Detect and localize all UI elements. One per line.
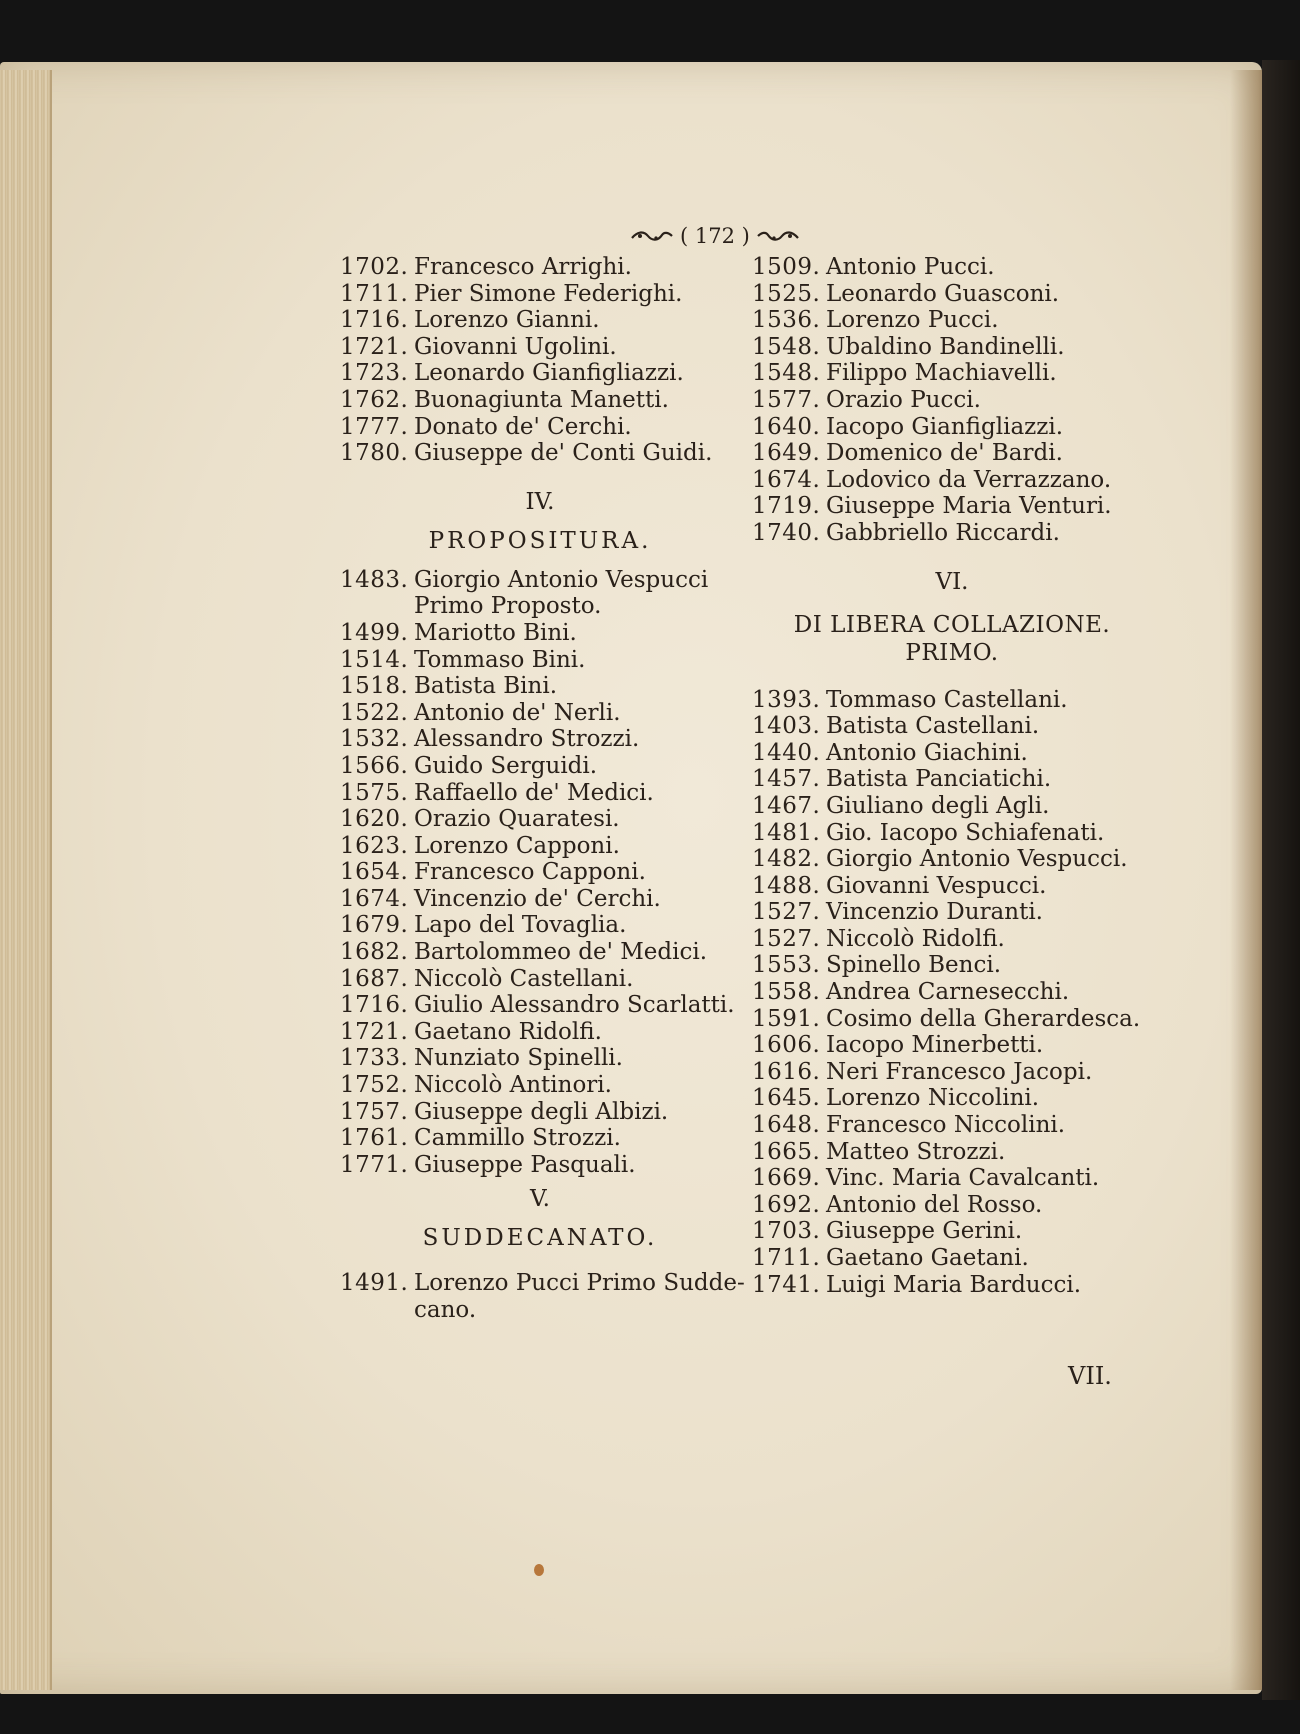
entry-year: 1654. [340, 859, 409, 886]
entry-name: Giuseppe degli Albizi. [414, 1098, 669, 1125]
entry-year: 1711. [340, 280, 409, 307]
entry-name: Pier Simone Federighi. [414, 280, 683, 307]
list-item [752, 687, 1152, 714]
entry-year: 1536. [752, 307, 821, 334]
entry-year: 1703. [752, 1218, 821, 1245]
list-item [340, 334, 740, 361]
list-item [752, 440, 1152, 467]
entry-year: 1522. [340, 699, 409, 726]
entry-name: Giorgio Antonio Vespucci [414, 566, 709, 593]
list-item [752, 281, 1152, 308]
entry-year: 1721. [340, 1018, 409, 1045]
list-item [340, 1125, 740, 1152]
left-top-list [340, 254, 740, 467]
section-subtitle: PRIMO. [905, 639, 999, 666]
list-item [340, 939, 740, 966]
left-ornament-icon [630, 229, 674, 243]
entry-name: Antonio de' Nerli. [414, 699, 621, 726]
entry-name: Buonagiunta Manetti. [414, 386, 669, 413]
entry-name: Vincenzio Duranti. [826, 899, 1043, 926]
entry-year: 1606. [752, 1032, 821, 1059]
entry-name: Mariotto Bini. [414, 619, 577, 646]
entry-name: Cammillo Strozzi. [414, 1125, 621, 1152]
entry-year: 1558. [752, 979, 821, 1006]
list-item [752, 793, 1152, 820]
entry-name: Gaetano Gaetani. [826, 1245, 1029, 1271]
entry-year: 1648. [752, 1112, 821, 1139]
entry-name: Leonardo Guasconi. [826, 280, 1060, 307]
entry-year: 1483. [340, 566, 409, 593]
section-title: SUDDECANATO. [422, 1225, 658, 1252]
list-item [752, 493, 1152, 520]
entry-year: 1665. [752, 1138, 821, 1165]
list-item [340, 387, 740, 414]
entry-name: Niccolò Antinori. [414, 1072, 612, 1099]
entry-year: 1780. [340, 440, 409, 467]
entry-name: Alessandro Strozzi. [414, 726, 640, 753]
entry-year: 1716. [340, 307, 409, 334]
entry-year: 1757. [340, 1098, 409, 1125]
list-item [340, 254, 740, 281]
entry-name: Lorenzo Gianni. [414, 307, 600, 334]
entry-year: 1467. [752, 792, 821, 819]
entry-year: 1527. [752, 925, 821, 952]
right-ornament-icon [756, 229, 800, 243]
list-item [340, 1072, 740, 1099]
list-item [752, 307, 1152, 334]
list-item [752, 873, 1152, 900]
section-title: DI LIBERA COLLAZIONE. [793, 611, 1111, 638]
entry-year: 1532. [340, 726, 409, 753]
entry-name: Francesco Niccolini. [826, 1112, 1066, 1139]
entry-name: Niccolò Castellani. [414, 965, 634, 992]
entry-year: 1741. [752, 1271, 821, 1298]
list-item [340, 1019, 740, 1046]
book-spine [1262, 60, 1300, 1700]
left-column [340, 254, 745, 1324]
entry-year: 1457. [752, 766, 821, 793]
entry-name: Batista Castellani. [826, 713, 1040, 740]
entry-year: 1518. [340, 673, 409, 700]
entry-name: Giuseppe Pasquali. [414, 1151, 636, 1178]
entry-name: Antonio Giachini. [826, 739, 1028, 766]
list-item [752, 467, 1152, 494]
list-item [340, 307, 740, 334]
list-item [752, 254, 1152, 281]
entry-year: 1403. [752, 713, 821, 740]
libera-collazione-list [752, 687, 1152, 1299]
section-number: V. [530, 1186, 550, 1213]
entry-year: 1488. [752, 872, 821, 899]
entry-year: 1499. [340, 619, 409, 646]
right-column [752, 254, 1152, 1298]
entry-year: 1514. [340, 646, 409, 673]
entry-name: Luigi Maria Barducci. [826, 1271, 1082, 1298]
entry-name: Vinc. Maria Cavalcanti. [826, 1165, 1100, 1192]
entry-year: 1687. [340, 965, 409, 992]
entry-name: Ubaldino Bandinelli. [826, 333, 1065, 360]
list-item [752, 766, 1152, 793]
page-number: ( 172 ) [680, 224, 750, 248]
entry-year: 1719. [752, 493, 821, 520]
entry-name: Lapo del Tovaglia. [414, 912, 627, 939]
entry-name: Tommaso Castellani. [826, 686, 1068, 713]
list-item [752, 1112, 1152, 1139]
entry-year: 1640. [752, 413, 821, 440]
entry-year: 1721. [340, 333, 409, 360]
entry-year: 1771. [340, 1151, 409, 1178]
entry-year: 1669. [752, 1165, 821, 1192]
list-item [340, 1099, 740, 1126]
entry-year: 1548. [752, 360, 821, 387]
list-item [340, 886, 740, 913]
entry-name: Andrea Carnesecchi. [826, 979, 1070, 1006]
section-title: PROPOSITURA. [428, 527, 652, 554]
list-item [752, 740, 1152, 767]
list-item [340, 414, 740, 441]
entry-name: Leonardo Gianfigliazzi. [414, 360, 684, 387]
entry-year: 1723. [340, 360, 409, 387]
list-item [752, 520, 1152, 547]
entry-name: Orazio Pucci. [826, 386, 981, 413]
entry-name: Giuseppe Gerini. [826, 1218, 1023, 1245]
entry-year: 1440. [752, 739, 821, 766]
list-item [752, 926, 1152, 953]
entry-year: 1481. [752, 819, 821, 846]
list-item [752, 360, 1152, 387]
entry-year: 1591. [752, 1005, 821, 1032]
list-item [752, 820, 1152, 847]
entry-year: 1620. [340, 806, 409, 833]
section-number: VI. [935, 568, 969, 595]
suddecanato-list [340, 1270, 745, 1323]
list-item [340, 281, 740, 308]
entry-year: 1553. [752, 952, 821, 979]
entry-name: Lorenzo Capponi. [414, 832, 620, 859]
entry-continuation: cano. [414, 1297, 477, 1323]
entry-name: Francesco Capponi. [414, 859, 646, 886]
entry-name: Batista Panciatichi. [826, 766, 1052, 793]
list-item [752, 713, 1152, 740]
list-item [340, 673, 740, 700]
list-item [752, 334, 1152, 361]
entry-name: Domenico de' Bardi. [826, 440, 1063, 467]
list-item [752, 979, 1152, 1006]
list-item [752, 952, 1152, 979]
list-item [340, 992, 740, 1019]
entry-year: 1482. [752, 846, 821, 873]
entry-name: Giovanni Vespucci. [826, 872, 1047, 899]
entry-year: 1548. [752, 333, 821, 360]
entry-continuation: Primo Proposto. [414, 593, 602, 620]
entry-name: Gaetano Ridolfi. [414, 1018, 602, 1045]
entry-name: Bartolommeo de' Medici. [414, 939, 708, 966]
list-item [340, 440, 740, 467]
entry-name: Cosimo della Gherardesca. [826, 1005, 1141, 1032]
entry-name: Antonio Pucci. [826, 254, 995, 280]
entry-year: 1777. [340, 413, 409, 440]
entry-year: 1716. [340, 992, 409, 1019]
section-number: IV. [525, 488, 555, 515]
entry-name: Filippo Machiavelli. [826, 360, 1057, 387]
entry-year: 1577. [752, 386, 821, 413]
entry-name: Lodovico da Verrazzano. [826, 466, 1112, 493]
list-item [340, 700, 740, 727]
entry-year: 1762. [340, 386, 409, 413]
entry-year: 1566. [340, 752, 409, 779]
entry-year: 1674. [340, 885, 409, 912]
entry-year: 1575. [340, 779, 409, 806]
list-item [340, 567, 740, 594]
entry-name: Guido Serguidi. [414, 752, 598, 779]
entry-year: 1752. [340, 1072, 409, 1099]
entry-year: 1645. [752, 1085, 821, 1112]
entry-name: Giorgio Antonio Vespucci. [826, 846, 1128, 873]
entry-year: 1649. [752, 440, 821, 467]
list-item [340, 780, 740, 807]
entry-name: Matteo Strozzi. [826, 1138, 1006, 1165]
entry-name: Orazio Quaratesi. [414, 806, 620, 833]
entry-name: Giuseppe de' Conti Guidi. [414, 440, 713, 467]
list-item [752, 846, 1152, 873]
list-item [340, 1045, 740, 1072]
entry-year: 1674. [752, 466, 821, 493]
entry-year: 1692. [752, 1191, 821, 1218]
entry-year: 1740. [752, 519, 821, 546]
right-top-list [752, 254, 1152, 547]
entry-name: Raffaello de' Medici. [414, 779, 654, 806]
entry-year: 1527. [752, 899, 821, 926]
entry-name: Vincenzio de' Cerchi. [414, 885, 661, 912]
list-item [340, 726, 740, 753]
entry-name: Giuliano degli Agli. [826, 792, 1050, 819]
list-item [752, 414, 1152, 441]
list-item [752, 899, 1152, 926]
entry-year: 1702. [340, 254, 409, 280]
list-item [340, 620, 740, 647]
page-header [630, 224, 800, 248]
paper-stain [534, 1564, 544, 1576]
entry-name: Lorenzo Pucci Primo Sudde- [414, 1270, 745, 1297]
entry-name: Antonio del Rosso. [826, 1191, 1043, 1218]
list-item [752, 1139, 1152, 1166]
entry-year: 1491. [340, 1270, 409, 1297]
entry-year: 1509. [752, 254, 821, 280]
entry-name: Lorenzo Pucci. [826, 307, 999, 334]
entry-name: Lorenzo Niccolini. [826, 1085, 1040, 1112]
list-item [340, 753, 740, 780]
entry-name: Francesco Arrighi. [414, 254, 632, 280]
list-item [752, 1218, 1152, 1245]
list-item [752, 1006, 1152, 1033]
entry-year: 1393. [752, 686, 821, 713]
list-item [752, 1192, 1152, 1219]
entry-name: Batista Bini. [414, 673, 558, 700]
list-item [340, 360, 740, 387]
entry-year: 1682. [340, 939, 409, 966]
entry-name: Iacopo Minerbetti. [826, 1032, 1044, 1059]
list-item [752, 1059, 1152, 1086]
entry-year: 1761. [340, 1125, 409, 1152]
list-item [752, 1272, 1152, 1299]
list-item [340, 859, 740, 886]
catchword: VII. [1068, 1362, 1112, 1390]
entry-name: Nunziato Spinelli. [414, 1045, 623, 1072]
list-item [340, 966, 740, 993]
propositura-list [340, 567, 740, 1179]
entry-name: Giuseppe Maria Venturi. [826, 493, 1112, 520]
list-item [752, 1165, 1152, 1192]
entry-year: 1733. [340, 1045, 409, 1072]
entry-year: 1711. [752, 1245, 821, 1271]
entry-year: 1616. [752, 1058, 821, 1085]
entry-name: Gabbriello Riccardi. [826, 519, 1060, 546]
entry-name: Gio. Iacopo Schiafenati. [826, 819, 1105, 846]
entry-name: Donato de' Cerchi. [414, 413, 632, 440]
entry-name: Tommaso Bini. [414, 646, 586, 673]
list-item [340, 647, 740, 674]
list-item [752, 1032, 1152, 1059]
entry-name: Giulio Alessandro Scarlatti. [414, 992, 735, 1019]
entry-name: Neri Francesco Jacopi. [826, 1058, 1093, 1085]
list-item [340, 1270, 745, 1297]
list-item [752, 1085, 1152, 1112]
entry-name: Spinello Benci. [826, 952, 1002, 979]
entry-name: Iacopo Gianfigliazzi. [826, 413, 1064, 440]
list-item [752, 1245, 1152, 1272]
list-item [340, 912, 740, 939]
entry-year: 1525. [752, 280, 821, 307]
list-item [340, 833, 740, 860]
list-item [340, 806, 740, 833]
entry-name: Giovanni Ugolini. [414, 333, 617, 360]
entry-year: 1679. [340, 912, 409, 939]
entry-year: 1623. [340, 832, 409, 859]
list-item [752, 387, 1152, 414]
page-edges-left [0, 70, 52, 1690]
list-item [340, 1152, 740, 1179]
entry-name: Niccolò Ridolfi. [826, 925, 1005, 952]
